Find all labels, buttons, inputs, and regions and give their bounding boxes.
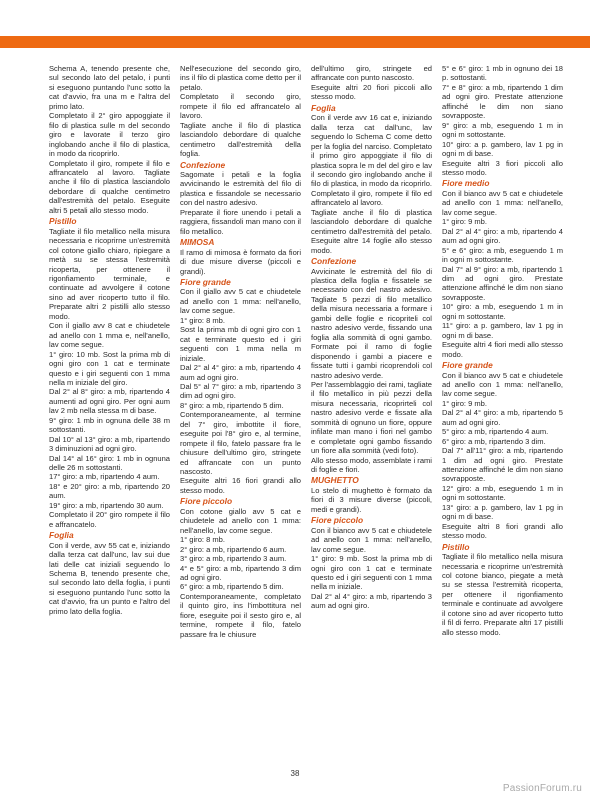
paragraph: 1° giro: 9 mb. [442,398,487,408]
paragraph: 9° giro: a mb, eseguendo 1 m in ogni m sottostante. [442,120,563,140]
section-heading: Confezione [311,256,357,267]
paragraph: 2° giro: a mb, ripartendo 6 aum. [180,544,287,554]
paragraph: Contemporaneamente, completato il quinto giro, ins l'imbottitura nel fiore, eseguite poi il sesto giro e, al termine, rompete il filo, fatelo passare fra le chiusure [180,591,301,639]
article-body [49,64,563,764]
paragraph: Con il verde, avv 55 cat e, iniziando dalla terza cat dall'unc, lav sui due lati delle cat iniziali seguendo lo Schema B, tenendo presente che, sul secondo lato della foglia, i punti si eseguono puntando l'unc sotto la cat d'avvio, fra un punto e l'altro del primo lato della foglia. [49,540,170,616]
paragraph: 6° giro: a mb, ripartendo 5 dim. [180,582,284,592]
paragraph: Dal 10° al 13° giro: a mb, ripartendo 3 diminuzioni ad ogni giro. [49,434,170,454]
paragraph: 13° giro: a p. gambero, lav 1 pg in ogni m di base. [442,502,563,522]
paragraph: Eseguite altri 8 fiori grandi allo stesso modo. [442,521,563,541]
paragraph: Con il verde avv 16 cat e, iniziando dalla terza cat dall'unc, lav seguendo lo Schema C come detto per la foglia del narciso. Completato il primo giro appoggiate il filo di plastica sopra le m del del giro e lav il secondo giro inglobando anche il filo di plastica, in modo da ricoprirlo. Completato il giro, rompete il filo ed affrancatelo al lavoro. [311,113,432,208]
paragraph: Sost la prima mb di ogni giro con 1 cat e terminate questo ed i giri seguenti con 1 mma nella m iniziale. [180,325,301,363]
paragraph: 6° giro: a mb, ripartendo 3 dim. [442,436,546,446]
paragraph: Con il giallo avv 5 cat e chiudetele ad anello con 1 mma: nell'anello, lav come segue. [180,287,301,316]
paragraph: 17° giro: a mb, ripartendo 4 aum. [49,472,160,482]
paragraph: Eseguite altri 20 fiori piccoli allo stesso modo. [311,82,432,102]
section-heading: MUGHETTO [311,475,359,486]
column-1 [49,64,170,764]
section-heading: Foglia [311,102,336,113]
paragraph: 1° giro: 8 mb. [180,535,225,545]
paragraph: 7° e 8° giro: a mb, ripartendo 1 dim ad ogni giro. Prestate attenzione affinché le dim non siano sovrapposte. [442,82,563,121]
paragraph: 9° giro: 1 mb in ognuna delle 38 m sottostanti. [49,415,170,435]
page-number: 38 [290,769,300,778]
paragraph: 1° giro: 8 mb. [180,315,225,325]
paragraph: Completato il secondo giro, rompete il filo ed affrancatelo al lavoro. [180,92,301,121]
paragraph: Tagliate il filo metallico nella misura necessaria e ricoprirne un'estremità col cotone bianco, piegate a metà su se stessa l'estremità ricoperta, per ottenere il rigonfiamento terminale e continuate ad avvolgere il cotone sino ad aver ricoperto tutto il fil di ferro. Preparate altri 17 pistilli allo stesso modo. [442,552,563,637]
paragraph: Completato il giro, rompete il filo e affrancatelo al lavoro. Tagliate anche il filo di plastica lasciandolo debordare di qualche centimetro dall'estremità del petalo. Eseguite altri 5 petali allo stesso modo. [49,158,170,215]
column-4 [442,64,563,764]
paragraph: Preparate il fiore unendo i petali a raggiera, fissandoli man mano con il filo metallico. [180,207,301,236]
paragraph: Nell'esecuzione del secondo giro, ins il filo di plastica come detto per il petalo. [180,64,301,92]
paragraph: Eseguite altri 4 fiori medi allo stesso modo. [442,340,563,359]
paragraph: Lo stelo di mughetto è formato da fiori di 3 misure diverse (piccoli, medi e grandi). [311,485,432,514]
paragraph: Schema A, tenendo presente che, sul secondo lato del petalo, i punti si eseguono puntando l'unc sotto la cat d'avvio, fra una m e l'altra del primo lato. [49,64,170,111]
paragraph: 1° giro: 10 mb. Sost la prima mb di ogni giro con 1 cat e terminate questo e i giri seguenti con 1 mma nella m iniziale del giro. [49,349,170,387]
paragraph: Con il bianco avv 5 cat e chiudetele ad anello con 1 mma: nell'anello, lav come segue. [311,525,432,554]
paragraph: 1° giro: 9 mb. Sost la prima mb di ogni giro con 1 cat e terminate questo ed i giri seguenti con 1 mma nella m iniziale. [311,554,432,592]
paragraph: Dal 5° al 7° giro: a mb, ripartendo 3 dim ad ogni giro. [180,381,301,401]
paragraph: Dal 2° al 4° giro: a mb, ripartendo 3 aum ad ogni giro. [311,591,432,611]
paragraph: 5° e 6° giro: 1 mb in ognuno dei 18 p. sottostanti. [442,64,563,83]
paragraph: Con il giallo avv 8 cat e chiudetele ad anello con 1 mma e, nell'anello, lav come segue. [49,321,170,350]
paragraph: Dal 2° al 8° giro: a mb, ripartendo 4 aumenti ad ogni giro. Per ogni aum lav 2 mb nella stessa m di base. [49,387,170,416]
paragraph: Tagliate anche il filo di plastica lasciandolo debordare di qualche centimetro dall'estremità della foglia. [180,120,301,159]
paragraph: Con il bianco avv 5 cat e chiudetele ad anello con 1 mma: nell'anello, lav come segue. [442,370,563,399]
paragraph: Sagomate i petali e la foglia avvicinando le estremità del filo di plastica e fissandole se necessario con del nastro adesivo. [180,169,301,208]
paragraph: Dal 14° al 16° giro: 1 mb in ognuna delle 26 m sottostanti. [49,453,170,473]
section-heading: Pistillo [442,541,470,552]
paragraph: Con il bianco avv 5 cat e chiudetele ad anello con 1 mma: nell'anello, lav come segue. [442,188,563,217]
paragraph: Tagliate anche il filo di plastica lasciandolo debordare di qualche centimetro dall'estremità del petalo. Eseguite altre 14 foglie allo stesso modo. [311,207,432,255]
paragraph: Dal 7° al 9° giro: a mb, ripartendo 1 dim ad ogni giro. Prestate attenzione affinché le dim non siano sovrapposte. [442,264,563,302]
section-heading: Fiore piccolo [180,496,233,507]
paragraph: Per l'assemblaggio dei rami, tagliate il filo metallico in più pezzi della misura necessaria, ricoprirteli col nastro adesivo verde e fissate alla sommità di ognuno un fiore, oppure infilate man mano i fiori nel gambo e completate ogni gambo fissando un fiore alla sommità (vedi foto). [311,379,432,456]
paragraph: Dal 2° al 4° giro: a mb, ripartendo 4 aum ad ogni giro. [442,226,563,246]
paragraph: Eseguite altri 3 fiori piccoli allo stesso modo. [442,158,563,177]
paragraph: Dal 2° al 4° giro: a mb, ripartendo 5 aum ad ogni giro. [442,408,563,427]
paragraph: 5° e 6° giro: a mb, eseguendo 1 m in ogni m sottostante. [442,245,563,265]
paragraph: Avvicinate le estremità del filo di plastica della foglia e fissatele se necessario con del nastro adesivo. Tagliate 5 pezzi di filo metallico della misura necessaria a formare i gambi delle foglie e ricopriteli col nastro adesivo verde, fissando una foglia alla sommità di ogni gambo. Formate poi il ramo di foglie disponendo i gambi a piacere e fissate tutti i gambi ricoprendoli col nastro adesivo verde. [311,266,432,380]
section-heading: Pistillo [49,216,77,227]
paragraph: dell'ultimo giro, stringete ed affrancate con punto nascosto. [311,64,432,83]
column-2 [180,64,301,764]
paragraph: 10° giro: a mb, eseguendo 1 m in ogni m sottostante. [442,302,563,321]
paragraph: 19° giro: a mb, ripartendo 30 aum. [49,500,164,510]
section-heading: Fiore grande [180,276,231,287]
watermark-text: PassionForum.ru [502,783,582,794]
section-heading: Confezione [180,159,226,170]
paragraph: 10° giro: a p. gambero, lav 1 pg in ogni m di base. [442,139,563,159]
paragraph: 3° giro: a mb, ripartendo 3 aum. [180,554,287,564]
top-margin [0,0,590,36]
section-heading: MIMOSA [180,237,215,248]
paragraph: Tagliate il filo metallico nella misura necessaria e ricoprirne un'estremità col cotone giallo chiaro, ripiegare a metà su se stessa l'estremità ricoperta, per ottenere il rigonfiamento terminale, e continuate ad avvolgere il cotone sino ad aver ricoperto tutto il filo. Preparate altri 2 pistilli allo stesso modo. [49,226,170,321]
paragraph: Il ramo di mimosa è formato da fiori di due misure diverse (piccoli e grandi). [180,247,301,276]
paragraph: Con cotone giallo avv 5 cat e chiudetele ad anello con 1 mma: nell'anello, lav come segue. [180,506,301,535]
paragraph: Dal 7° all'11° giro: a mb, ripartendo 1 dim ad ogni giro. Prestate attenzione affinché le dim non siano sovrapposte. [442,446,563,484]
header-accent-bar [0,36,590,48]
paragraph: 1° giro: 9 mb. [442,217,487,227]
paragraph: Contemporaneamente, al termine del 7° giro, imbottite il fiore, eseguite poi l'8° giro e, al termine, rompete il filo, fatelo passare fra le chiusure dell'ultimo giro, stringete ed affrancate con un punto nascosto. [180,410,301,477]
paragraph: 12° giro: a mb, eseguendo 1 m in ogni m sottostante. [442,483,563,503]
section-heading: Fiore medio [442,178,490,189]
paragraph: Dal 2° al 4° giro: a mb, ripartendo 4 aum ad ogni giro. [180,363,301,382]
paragraph: Allo stesso modo, assemblate i rami di foglie e fiori. [311,455,432,475]
section-heading: Foglia [49,530,74,541]
paragraph: 5° giro: a mb, ripartendo 4 aum. [442,427,549,437]
paragraph: Eseguite altri 16 fiori grandi allo stesso modo. [180,476,301,495]
paragraph: 4° e 5° giro: a mb, ripartendo 3 dim ad ogni giro. [180,563,301,583]
paragraph: Completato il 2° giro appoggiate il filo di plastica sulle m del secondo giro e lavorate il terzo giro inglobando anche il filo di plastica, in modo da ricoprirlo. [49,111,170,159]
paragraph: 11° giro: a p. gambero, lav 1 pg in ogni m di base. [442,321,563,340]
paragraph: Completato il 20° giro rompete il filo e affrancatelo. [49,510,170,529]
paragraph: 8° giro: a mb, ripartendo 5 dim. [180,400,284,410]
column-3 [311,64,432,764]
section-heading: Fiore grande [442,360,493,371]
section-heading: Fiore piccolo [311,515,364,526]
paragraph: 18° e 20° giro: a mb, ripartendo 20 aum. [49,481,170,501]
